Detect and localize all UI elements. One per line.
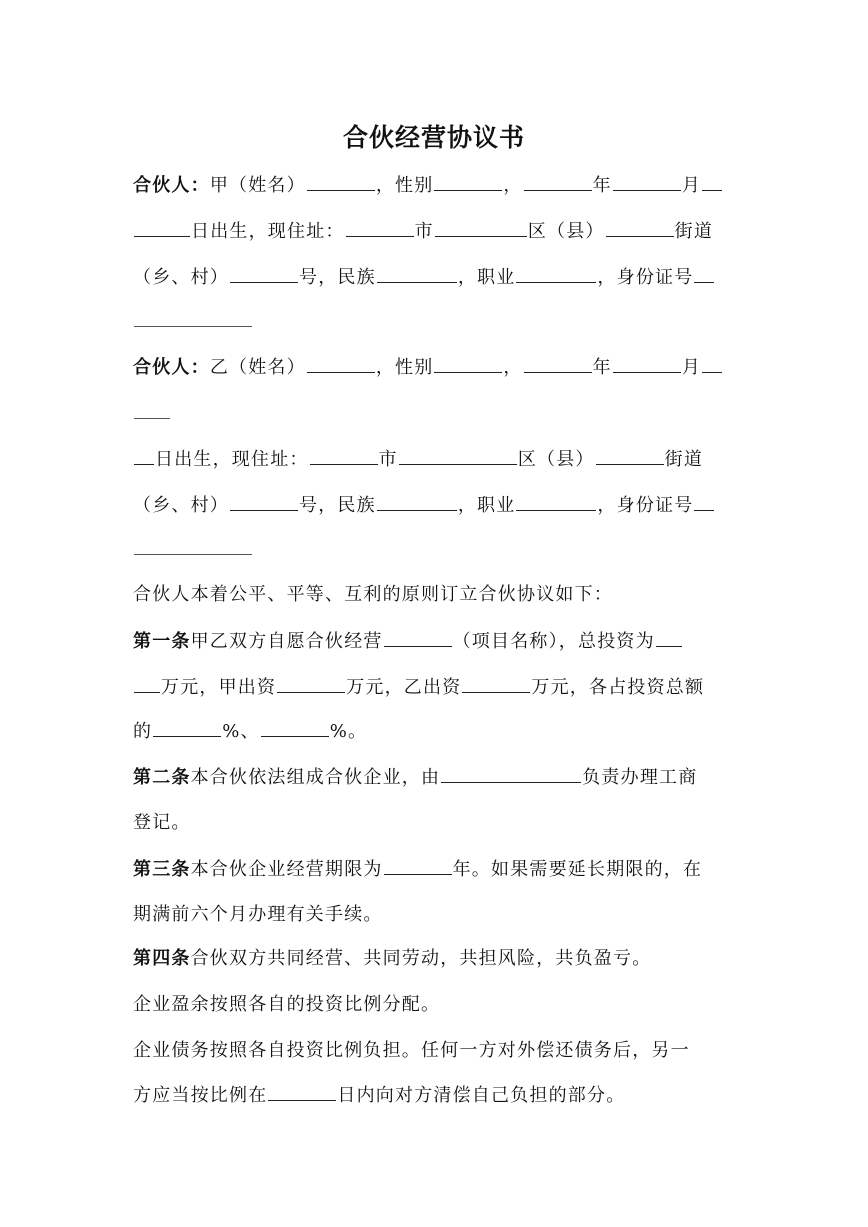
text: %。 [329, 721, 368, 742]
text: 年。如果需要延长期限的，在 [452, 859, 703, 880]
text: ， [503, 175, 523, 196]
city-blank[interactable] [310, 446, 378, 465]
party-b-share-blank[interactable] [261, 718, 329, 737]
article-1-line-1 [133, 628, 738, 655]
name-blank[interactable] [307, 354, 375, 373]
district-blank[interactable] [435, 218, 527, 237]
gender-blank[interactable] [434, 172, 502, 191]
text: 区（县） [517, 449, 595, 470]
name-blank[interactable] [307, 172, 375, 191]
text: 街道 [674, 221, 714, 242]
text: （项目名称），总投资为 [452, 631, 655, 652]
month-blank[interactable] [613, 354, 681, 373]
text: 市 [414, 221, 434, 242]
article-4-profit-paragraph: 企业盈余按照各自的投资比例分配。 [133, 994, 441, 1015]
registrant-blank[interactable] [441, 764, 581, 783]
day-blank-end[interactable] [134, 446, 154, 465]
party-a-share-blank[interactable] [153, 718, 221, 737]
partner-b-label: 合伙人： [133, 357, 210, 378]
year-blank[interactable] [524, 354, 592, 373]
partner-b-line-3 [133, 446, 738, 473]
gender-blank[interactable] [434, 354, 502, 373]
partner-b-line-4 [133, 492, 738, 519]
article-3-line-1 [133, 856, 738, 883]
article-1-line-2 [133, 674, 738, 701]
id-blank-end[interactable] [134, 536, 252, 555]
text: 年 [592, 357, 612, 378]
occupation-blank[interactable] [516, 264, 596, 283]
text: 合伙双方共同经营、共同劳动，共担风险，共负盈亏。 [190, 948, 652, 969]
id-blank-start[interactable] [694, 264, 714, 283]
ethnicity-blank[interactable] [377, 492, 457, 511]
article-1-heading: 第一条 [133, 631, 191, 652]
party-b-capital-blank[interactable] [462, 674, 530, 693]
intro-paragraph: 合伙人本着公平、平等、互利的原则订立合伙协议如下： [133, 584, 613, 605]
text: 万元，乙出资 [346, 677, 462, 698]
month-blank[interactable] [613, 172, 681, 191]
text: （乡、村） [133, 267, 229, 288]
text: 日出生，现住址： [191, 221, 345, 242]
text: 乙（姓名） [209, 357, 306, 378]
article-2-line-2: 登记。 [133, 812, 191, 833]
day-blank-start[interactable] [702, 172, 722, 191]
text: 万元，各占投资总额 [531, 677, 705, 698]
text: 号，民族 [299, 495, 376, 516]
text: 年 [592, 175, 612, 196]
document-title: 合伙经营协议书 [342, 123, 525, 152]
day-blank-middle[interactable] [134, 400, 170, 419]
total-investment-blank-start[interactable] [656, 628, 682, 647]
article-3-line-2: 期满前六个月办理有关手续。 [133, 904, 383, 925]
day-blank-end[interactable] [134, 218, 190, 237]
text: 号，民族 [299, 267, 376, 288]
house-no-blank[interactable] [230, 492, 298, 511]
text: ，身份证号 [597, 495, 694, 516]
id-blank-end[interactable] [134, 308, 252, 327]
text: （乡、村） [133, 495, 229, 516]
partner-b-line-2 [133, 400, 738, 427]
year-blank[interactable] [524, 172, 592, 191]
partner-a-label: 合伙人： [133, 175, 210, 196]
total-investment-blank-end[interactable] [134, 674, 160, 693]
text: 区（县） [527, 221, 605, 242]
term-years-blank[interactable] [384, 856, 452, 875]
text: ， [503, 357, 523, 378]
text: 方应当按比例在 [133, 1085, 268, 1106]
text: ，性别 [375, 175, 434, 196]
id-blank-start[interactable] [694, 492, 714, 511]
partner-b-line-5 [133, 536, 738, 563]
text: 甲（姓名） [209, 175, 306, 196]
text: 本合伙企业经营期限为 [190, 859, 383, 880]
text: 月 [681, 175, 702, 196]
ethnicity-blank[interactable] [377, 264, 457, 283]
partner-b-line-1 [133, 354, 738, 381]
partner-a-line-3 [133, 264, 738, 291]
text: 街道 [664, 449, 704, 470]
street-blank[interactable] [596, 446, 664, 465]
text: 本合伙依法组成合伙企业，由 [190, 767, 441, 788]
text: ，性别 [375, 357, 434, 378]
text: 的 [133, 721, 153, 742]
text: 月 [681, 357, 702, 378]
day-blank-start[interactable] [702, 354, 722, 373]
settlement-days-blank[interactable] [268, 1082, 336, 1101]
text: 市 [378, 449, 398, 470]
article-4-line-1 [133, 946, 738, 972]
text: %、 [222, 721, 260, 742]
text: 日出生，现住址： [155, 449, 309, 470]
partner-a-line-1 [133, 172, 738, 199]
party-a-capital-blank[interactable] [277, 674, 345, 693]
article-2-line-1 [133, 764, 738, 791]
street-blank[interactable] [606, 218, 674, 237]
text: 甲乙双方自愿合伙经营 [190, 631, 383, 652]
occupation-blank[interactable] [516, 492, 596, 511]
article-4-debt-paragraph-cont [133, 1082, 738, 1109]
article-4-debt-paragraph: 企业债务按照各自投资比例负担。任何一方对外偿还债务后，另一 [133, 1040, 690, 1061]
district-blank[interactable] [399, 446, 517, 465]
text: ，职业 [457, 495, 516, 516]
project-name-blank[interactable] [384, 628, 452, 647]
article-4-heading: 第四条 [133, 948, 191, 969]
text: 负责办理工商 [582, 767, 698, 788]
partner-a-line-2 [133, 218, 738, 245]
partner-a-line-4 [133, 308, 738, 335]
article-2-heading: 第二条 [133, 767, 191, 788]
text: 日内向对方清偿自己负担的部分。 [337, 1085, 626, 1106]
article-1-line-3 [133, 718, 738, 745]
text: ，职业 [457, 267, 516, 288]
house-no-blank[interactable] [230, 264, 298, 283]
text: 万元，甲出资 [161, 677, 277, 698]
text: ，身份证号 [597, 267, 694, 288]
article-3-heading: 第三条 [133, 859, 191, 880]
city-blank[interactable] [346, 218, 414, 237]
